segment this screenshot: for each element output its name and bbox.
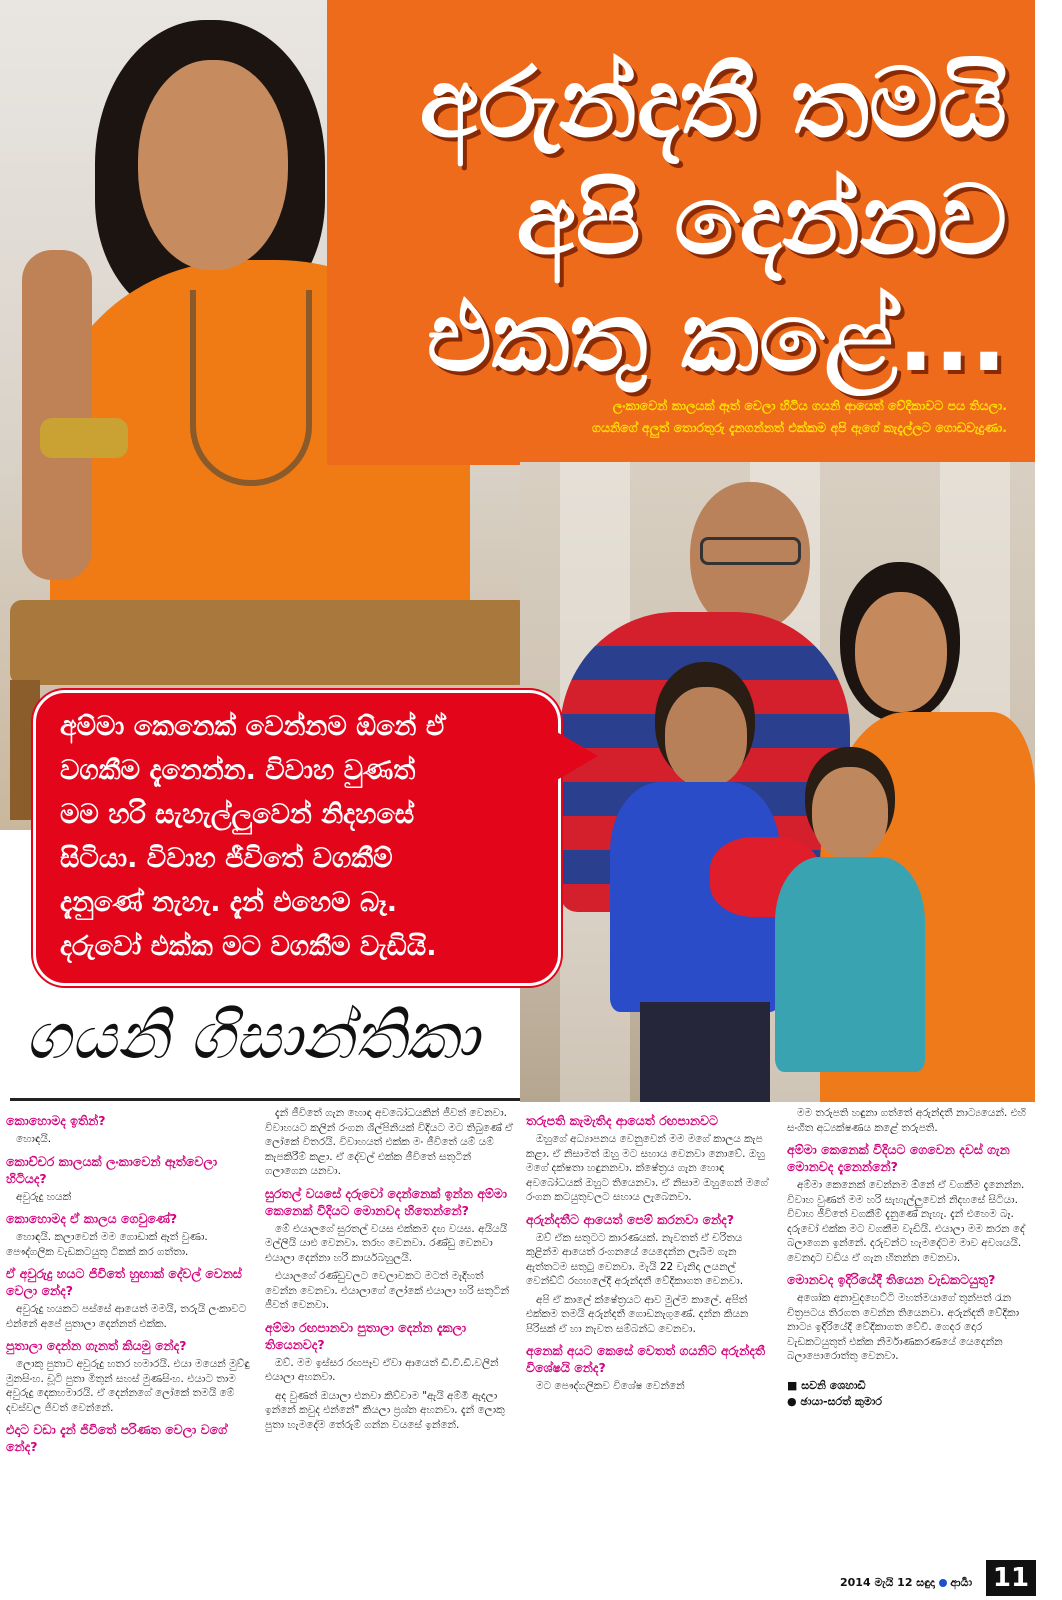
bullet-dot-icon: [939, 1579, 947, 1587]
quote-bubble-tail: [550, 728, 598, 784]
interview-question: පුතාලා දෙන්න ගැනත් කියමු නේද?: [6, 1338, 187, 1353]
interview-answer: දැන් ජීවිතේ ගැන හොඳ අවබෝධයකින් ජීවත් වෙනවා. විවාහයට කලින් රංගන ශිල්පිනියක් විදියට මට තිබුණේ ඒ ලෝකේ විතරයි. විවාහයත් එක්ක මං ජීවිතේ යම් යම් කැපකිරීම් කළා. ඒ දේවල් එක්ක ජීවිතේ සතුටින් ගලාගෙන යනවා.: [265, 1107, 513, 1177]
portrait-bangle: [40, 418, 128, 458]
photo-credit: ● ඡායා-සරත් කුමාර: [787, 1394, 883, 1408]
interview-answer: එයාලගේ රණ්ඩුවලට වෙලාවකට මටත් මැදිහත් වෙන්න වෙනවා. එයාලාගේ ලෝකේ එයාලා හරි සතුටින් ජීවත් වෙනවා.: [265, 1270, 510, 1311]
interview-answer: හොඳයි. කලාවෙන් මම ගොඩාක් ඈත් වුණා. පෞද්ගලික වැඩකටයුතු ටිකක් කර ගත්තා.: [6, 1231, 208, 1258]
interview-answer: අද වුණත් ඔයාලා එනවා කිව්වාම "ඇයි අම්මී ඇදලා ඉන්නේ කවුද එන්නේ" කියලා ප්‍රශ්න අහනවා. දැන් ලොකු පුතා හැමදේම තේරුම් ගන්න වයසේ ඉන්නේ.: [265, 1389, 505, 1431]
portrait-arm: [22, 250, 92, 580]
article-column-4-body: [787, 1106, 1037, 1364]
older-boy-jeans: [640, 1002, 770, 1102]
portrait-necklace: [190, 290, 312, 486]
portrait-face: [138, 60, 288, 270]
interview-question: අනෙක් අයට කෙසේ වෙතත් ගයනිට අරුන්දතී විශේෂයි නේද?: [526, 1343, 765, 1375]
older-boy-face: [665, 687, 747, 787]
footer-date: 2014 මැයි 12 සඳුදා: [840, 1576, 935, 1589]
interview-question: අම්මා කෙනෙක් විදියට ගෙවෙන දවස් ගැන මොනවද දැනෙන්නේ?: [787, 1142, 1010, 1174]
footer-publication: ආර්‍යා: [950, 1576, 973, 1589]
interview-answer: මම තරුපති හඳුනා ගත්තේ අරුන්දතී නාට්‍යයෙන්. එහි සංගීත අධ්‍යක්ෂණය කළේ තරුපති.: [787, 1107, 1027, 1134]
article-column-3: [526, 1106, 776, 1398]
subheadline-line-1: ලංකාවෙන් කාලයක් ඈත් වෙලා හිටිය ගයනි ආයෙත් වේදිකාවට පය තියලා.: [612, 398, 1007, 413]
interview-answer: අම්මා කෙනෙක් වෙන්නම ඕනේ ඒ වගකීම දැනෙන්න. විවාහ වුණත් මම හරි සැහැල්ලුවෙන් නිදහසේ සිටියා. විවාහ ජීවිතේ වගකීම් දැනුණේ නැහැ. දැන් එහෙම බෑ. දරුවෝ එක්ක මට වගකීම වැඩියි. එයාලා මම කරන දේ බලාගෙන ඉන්නේ. දරුවන්ට හැමදේටම මාව අවශයයි. වෙනදාට වඩිය ඒ ගැන හිතන්න වෙනවා.: [787, 1179, 1025, 1264]
interview-question: මොනවද ඉදිරියේදී තියෙන වැඩකටයුතු?: [787, 1272, 996, 1287]
article-column-1: [6, 1106, 256, 1458]
name-underline: [10, 1098, 520, 1101]
page-number: 11: [986, 1560, 1036, 1596]
interview-question: එදාට වඩා දැන් ජිවිතේ පරිණත වෙලා වගේ නේද?: [6, 1422, 228, 1454]
interview-question: ඒ අවුරුදු හයට ජිවිතේ හුඟාක් දේවල් වෙනස් වෙලා නේද?: [6, 1266, 242, 1298]
interview-answer: ඔහුගේ අධ්‍යාපනය වෙනුවෙන් මම මගේ කාලය කැප කළා. ඒ නිසාමත් ඔහු මට සහාය වෙනවා නොවේ. ඔහු මගේ දක්ෂතා හඳුනනවා. ක්ෂේත්‍රය ගැන හොඳ අවබෝධයක් ඔහුට තියෙනවා. ඒ නිසාම ඔහුගෙන් මගේ රංගන කටයුතුවලට සහාය ලැබෙනවා.: [526, 1133, 769, 1203]
interview-answer: අවුරුදු හයක්: [16, 1190, 72, 1203]
father-glasses: [700, 537, 801, 565]
interview-answer: ඔව් ඒක සතුටට කාරණයක්. නැවතත් ඒ චරිතය කුළින්ම ආයෙත් රංගනයේ යෙදෙන්න ලැබීම ගැන ඇත්තටම සතුටු වෙනවා. මැයි 22 වැනිදා ලයනල් වෙන්ඩ්ට් රඟහලේදී අරුන්දතී වේදිකාගත වෙනවා.: [526, 1231, 744, 1287]
article-column-4: [787, 1106, 1037, 1410]
interview-question: අරුන්දතීට ආයෙත් පෙම් කරනවා නේද?: [526, 1211, 734, 1227]
headline-panel: [327, 0, 1035, 465]
quote-line: වගකීම දැනෙන්න. විවාහ වුණත්: [60, 755, 416, 786]
quote-line: දරුවෝ එක්ක මට වගකීම වැඩියි.: [60, 931, 437, 962]
footer-dateline: [840, 1576, 972, 1590]
younger-boy-face: [812, 767, 888, 859]
interview-answer: මට පෞද්ගලිකව විශේෂ වෙන්නේ: [536, 1380, 685, 1392]
interview-answer: අවුරුදු හයකට පස්සේ ආයෙත් මමයි, තරුයි ලංකාවට එන්නේ අපේ පුතාලා දෙන්නත් එක්ක.: [6, 1303, 247, 1330]
interview-answer: ලොකු පුතාට අවුරුදු හතර හමාරයි. එයා මයෙන් මුව්ඳු මුනසිංහ. චූටි පුතා මිතුන් සහස් මුණසිංහ. එයාට තාම අවුරුදු දෙකහමාරයි. ඒ දෙන්නගේ ලෝකේ තමයි මේ දවස්වල ජිවත් වෙන්නේ.: [6, 1358, 250, 1414]
quote-line: අම්මා කෙනෙක් වෙන්නම ඕනේ ඒ: [60, 711, 447, 742]
interview-answer: අශෝක අනාවුදහෙට්ටි මහත්මයාගේ තුන්පත් රැන චිත්‍රපටය තිරගත වෙන්න තියෙනවා. අරුන්දතී වේදිකා නාට්‍ය ඉදිරියේදී වේදිකාගත වේවී. ගෙදර දොර වැඩකටයුතුත් එක්ක නිර්මාණකරණයේ යෙදෙන්න බලාපොරොත්තු වෙනවා.: [787, 1292, 1020, 1362]
mother-face: [855, 592, 947, 712]
quote-line: දැනුණේ නැහැ. දැන් එහෙම බෑ.: [60, 887, 398, 918]
quote-line: සිටියා. විවාහ ජීවිතේ වගකීම්: [60, 843, 393, 874]
wooden-chair: [10, 600, 530, 685]
subheadline-line-2: ගයනිගේ අලුත් තොරතුරු දැනගන්නත් එක්කම අපි ඇගේ කැදැල්ලට ගොඩවැදුණා.: [592, 420, 1007, 435]
interview-question: සුරතල් වයසේ දරුවෝ දෙන්නෙක් ඉන්න අම්මා කෙනෙක් විදියට මොනවද හිතෙන්නේ?: [265, 1185, 508, 1218]
quote-line: මම හරි සැහැල්ලුවෙන් නිදහසේ: [60, 799, 415, 830]
pull-quote-box: [33, 690, 561, 986]
interview-question: කොච්චර කාලයක් ලංකාවෙන් ඈත්වෙලා හිටියද?: [6, 1153, 218, 1186]
writer-credit: ■ සවනි ශෙහාඩි: [787, 1378, 866, 1392]
interview-question: කොහොමද ඒ කාලය ගෙවුණේ?: [6, 1211, 178, 1226]
headline-line-2: අපි දෙන්නව: [516, 164, 1007, 276]
interview-answer: හොඳයි.: [16, 1133, 52, 1145]
younger-boy-teal-shirt: [775, 857, 925, 1072]
interview-answer: ඔව්. මම ඉස්සර රඟපෑව ඒවා ආයෙත් ඩී.වී.ඩී.වලින් එයාලා අහනවා.: [265, 1356, 499, 1383]
headline-line-1: අරුන්දතී තමයි: [419, 47, 1007, 159]
interview-answer: මේ එයාලගේ සුරතල් වයස එක්කම දඟ වයස. අයියයි මල්ලියි යාළු වෙනවා. තරහ වෙනවා. රණ්ඩු වෙනවා එයාලා දෙන්නා හරි කාර්යබහුලයි.: [265, 1222, 508, 1264]
article-column-2: [265, 1106, 515, 1436]
interview-question: තරුපති කැමැතිද ආයෙත් රඟපානවට: [526, 1113, 719, 1128]
interview-answer: අපි ඒ කාලේ ක්ෂේත්‍රයට ආව මුල්ම කාලේ. අපිත් එක්කම තමයි අරුන්දතී ගොඩනැගුණේ. දන්න කියන පිරිසක් ඒ හා නැවත සම්බන්ධ වෙනවා.: [526, 1293, 749, 1335]
interviewee-name: ගයනි ගිසාන්තිකා: [25, 1000, 479, 1074]
headline-line-3: එකතු කළේ...: [426, 281, 1007, 393]
interview-question: කොහොමද ඉතින්?: [6, 1113, 106, 1128]
interview-question: අම්මා රඟපානවා පුතාලා දෙන්න දැකලා තියෙනවද?: [265, 1319, 467, 1352]
